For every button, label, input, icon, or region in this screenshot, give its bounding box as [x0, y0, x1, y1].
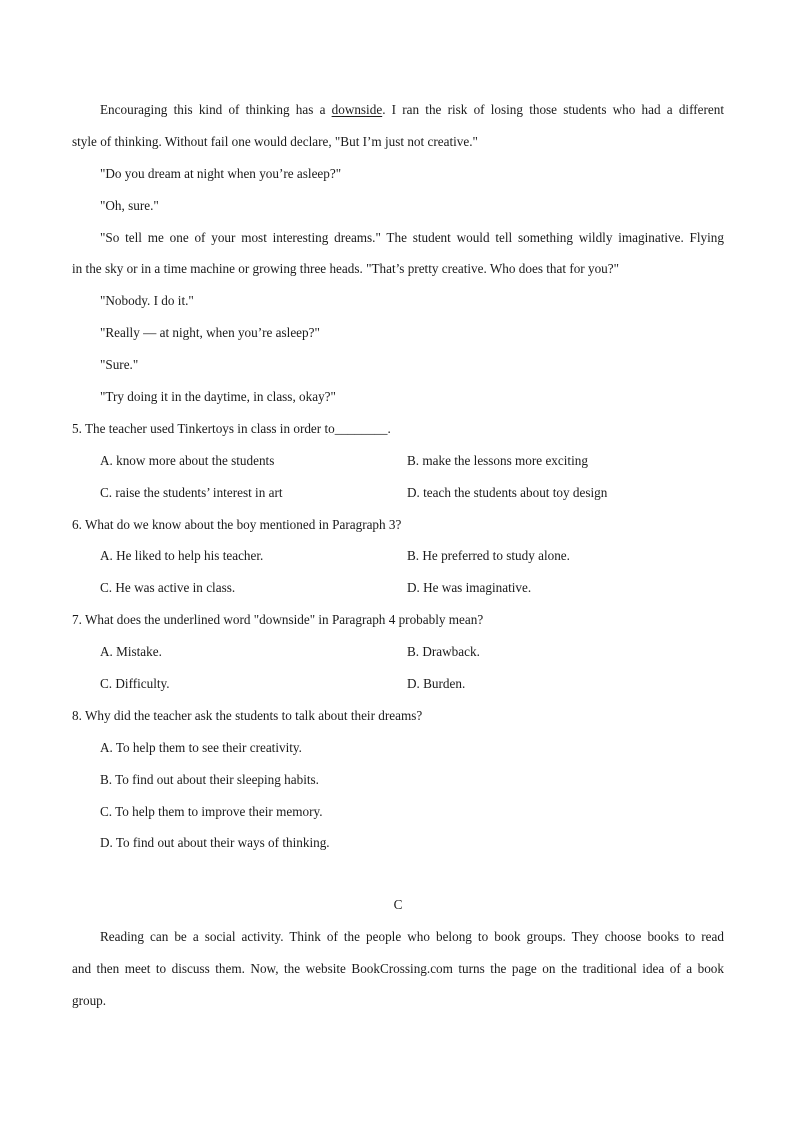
question-7-options-row-2 — [72, 671, 724, 703]
question-7-options-row-1 — [72, 639, 724, 671]
dialogue-line-3b: in the sky or in a time machine or growing three heads. "That’s pretty creative. Who does that for you?" — [72, 261, 620, 277]
question-7-stem: 7. What does the underlined word "downside" in Paragraph 4 probably mean? — [72, 612, 484, 628]
paragraph-4-text-a: Encouraging this kind of thinking has a — [100, 102, 332, 117]
dialogue-line-6: "Sure." — [100, 357, 139, 373]
question-8-option-d: D. To find out about their ways of thinking. — [100, 835, 330, 851]
question-8-option-a: A. To help them to see their creativity. — [100, 739, 302, 755]
question-6-option-d: D. He was imaginative. — [407, 580, 532, 596]
question-5-option-c: C. raise the students’ interest in art — [100, 484, 283, 500]
dialogue-line-1: "Do you dream at night when you’re asleep?" — [100, 165, 342, 181]
passage-c-heading: C — [393, 897, 403, 913]
underlined-word-downside: downside — [331, 102, 383, 117]
dialogue-line-4: "Nobody. I do it." — [100, 293, 194, 309]
question-6-stem: 6. What do we know about the boy mentioned in Paragraph 3? — [72, 516, 402, 532]
question-7-option-d: D. Burden. — [407, 676, 466, 692]
paragraph-4-line-1 — [72, 97, 724, 129]
passage-c-line-1: Reading can be a social activity. Think of the people who belong to book groups. They choose books to read — [100, 929, 724, 945]
question-8-stem: 8. Why did the teacher ask the students to talk about their dreams? — [72, 707, 423, 723]
question-7-option-b: B. Drawback. — [407, 644, 480, 660]
question-8-option-b: B. To find out about their sleeping habits. — [100, 771, 319, 787]
question-5-options-row-2 — [72, 480, 724, 512]
section-spacer — [72, 862, 724, 892]
question-7-option-c: C. Difficulty. — [100, 676, 170, 692]
passage-c-line-2: and then meet to discuss them. Now, the website BookCrossing.com turns the page on the traditional idea of a book — [72, 961, 724, 977]
dialogue-line-2: "Oh, sure." — [100, 197, 159, 213]
paragraph-4-line-2: style of thinking. Without fail one would declare, "But I’m just not creative." — [72, 133, 478, 149]
question-6-options-row-1 — [72, 543, 724, 575]
paragraph-4-text-b: . I ran the risk of losing those students who had a different — [382, 102, 724, 117]
question-5-option-a: A. know more about the students — [100, 452, 275, 468]
question-5-option-d: D. teach the students about toy design — [407, 484, 608, 500]
question-5-option-b: B. make the lessons more exciting — [407, 452, 588, 468]
question-7-option-a: A. Mistake. — [100, 644, 162, 660]
question-6-option-a: A. He liked to help his teacher. — [100, 548, 264, 564]
document-body — [72, 97, 724, 1020]
passage-c-line-3: group. — [72, 993, 107, 1009]
question-6-options-row-2 — [72, 575, 724, 607]
dialogue-line-3a: "So tell me one of your most interesting dreams." The student would tell something wildly imaginative. Flying — [100, 229, 724, 245]
question-6-option-c: C. He was active in class. — [100, 580, 236, 596]
dialogue-line-7: "Try doing it in the daytime, in class, okay?" — [100, 389, 336, 405]
question-6-option-b: B. He preferred to study alone. — [407, 548, 570, 564]
question-5-options-row-1 — [72, 448, 724, 480]
dialogue-line-5: "Really — at night, when you’re asleep?" — [100, 325, 320, 341]
question-5-stem: 5. The teacher used Tinkertoys in class in order to________. — [72, 420, 391, 436]
question-8-option-c: C. To help them to improve their memory. — [100, 803, 323, 819]
